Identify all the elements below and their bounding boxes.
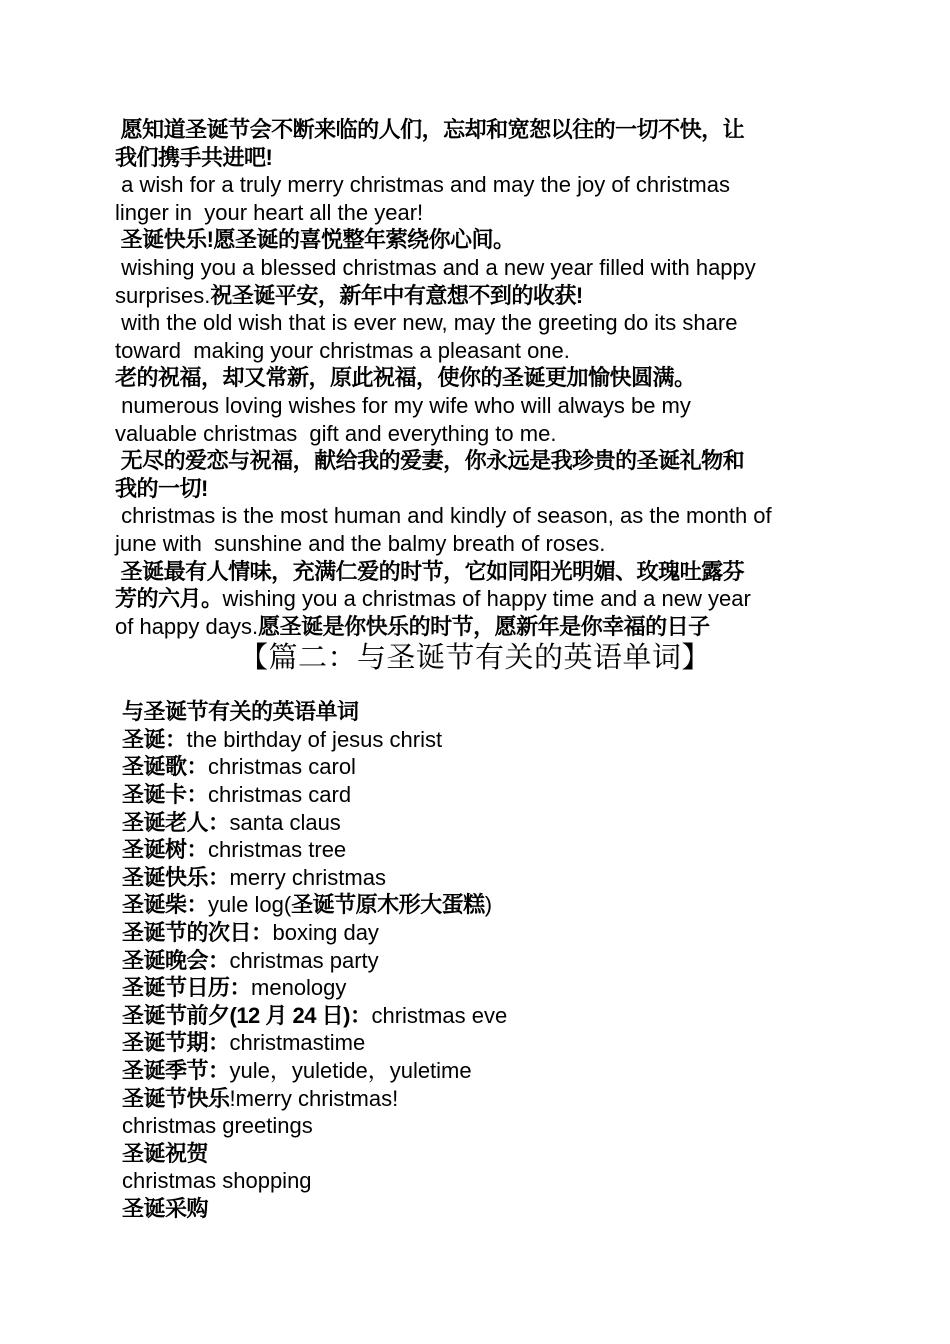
text-line xyxy=(115,420,835,448)
vocab-item xyxy=(115,864,835,892)
text-line xyxy=(115,337,835,365)
vocab-term-en: boxing day xyxy=(272,920,379,946)
text-line xyxy=(115,613,835,641)
vocab-term-cn: 圣诞祝贺 xyxy=(122,1140,209,1166)
chinese-text: 愿圣诞是你快乐的时节，愿新年是你幸福的日子 xyxy=(258,613,710,639)
vocab-term-cn: 圣诞老人： xyxy=(122,809,230,835)
vocab-term-cn: 圣诞快乐： xyxy=(122,864,230,890)
english-text: linger in your heart all the year! xyxy=(115,199,424,225)
vocab-item xyxy=(115,753,835,781)
text-line xyxy=(115,530,835,558)
vocab-term-en: christmas card xyxy=(208,782,352,808)
vocab-term-en: yule，yuletide，yuletime xyxy=(229,1058,472,1083)
vocab-term-cn-day: 24 xyxy=(292,1002,317,1028)
english-text: a wish for a truly merry christmas and may the joy of christmas xyxy=(115,172,730,198)
vocab-item xyxy=(115,974,835,1002)
vocab-term-en: christmas tree xyxy=(208,837,347,863)
english-text: valuable christmas gift and everything to me. xyxy=(115,420,557,446)
vocab-term-cn: 圣诞节日历： xyxy=(122,975,252,1001)
english-text: wishing you a blessed christmas and a new year filled with happy xyxy=(115,254,756,280)
text-line xyxy=(115,475,835,503)
chinese-text: 我们携手共进吧! xyxy=(115,144,273,170)
vocab-term-cn-month: 月 xyxy=(259,1002,293,1028)
vocab-term-en: the birthday of jesus christ xyxy=(186,726,443,752)
vocab-item xyxy=(115,947,835,975)
vocab-term-cn-note: 圣诞节原木形大蛋糕 xyxy=(291,892,485,918)
vocab-term-cn-suffix: 日)： xyxy=(316,1002,372,1028)
text-line xyxy=(115,364,835,392)
vocab-item xyxy=(115,836,835,864)
vocab-item xyxy=(115,726,835,754)
text-line xyxy=(115,199,835,227)
vocab-term-en: menology xyxy=(251,975,347,1001)
chinese-text: 圣诞快乐!愿圣诞的喜悦整年萦绕你心间。 xyxy=(115,227,515,253)
chinese-text: 芳的六月。 xyxy=(115,586,223,612)
english-text: toward making your christmas a pleasant one. xyxy=(115,337,570,363)
vocab-term-en: !merry christmas! xyxy=(229,1085,399,1111)
chinese-text: 祝圣诞平安，新年中有意想不到的收获! xyxy=(210,282,583,308)
vocab-item xyxy=(115,1195,835,1223)
vocab-term-en: christmas eve xyxy=(371,1002,508,1028)
vocab-item xyxy=(115,1085,835,1113)
chinese-text: 愿知道圣诞节会不断来临的人们，忘却和宽恕以往的一切不快，让 xyxy=(115,117,745,142)
vocab-term-cn: 圣诞树： xyxy=(122,837,209,863)
vocab-item xyxy=(115,1167,835,1195)
text-line xyxy=(115,144,835,172)
english-text: june with sunshine and the balmy breath of roses. xyxy=(115,530,606,556)
vocab-term-cn: 圣诞节前夕(12 xyxy=(122,1002,260,1028)
text-line xyxy=(115,282,835,310)
text-line xyxy=(115,585,835,613)
vocab-item xyxy=(115,781,835,809)
vocab-title xyxy=(115,698,835,726)
vocab-item xyxy=(115,1029,835,1057)
vocab-term-en: christmas party xyxy=(229,947,379,973)
vocab-item xyxy=(115,809,835,837)
chinese-text: 无尽的爱恋与祝福，献给我的爱妻，你永远是我珍贵的圣诞礼物和 xyxy=(115,448,745,474)
chinese-text: 老的祝福，却又常新，原此祝福，使你的圣诞更加愉快圆满。 xyxy=(115,365,696,391)
text-line xyxy=(115,171,835,199)
vocab-term-cn: 圣诞卡： xyxy=(122,782,209,808)
english-text: numerous loving wishes for my wife who will always be my xyxy=(115,392,691,418)
text-line xyxy=(115,502,835,530)
vocab-term-cn: 圣诞： xyxy=(122,726,187,752)
vocab-term-en: christmas shopping xyxy=(122,1168,312,1194)
text-line xyxy=(115,116,835,144)
chinese-text: 圣诞最有人情味，充满仁爱的时节，它如同阳光明媚、玫瑰吐露芬 xyxy=(115,558,745,584)
english-text: christmas is the most human and kindly of season, as the month of xyxy=(115,503,772,529)
vocab-item xyxy=(115,891,835,919)
vocab-list xyxy=(115,698,835,1222)
section-heading: 【篇二：与圣诞节有关的英语单词】 xyxy=(238,642,711,675)
vocab-term-cn: 圣诞晚会： xyxy=(122,947,230,973)
vocab-term-en: santa claus xyxy=(229,809,341,835)
text-line xyxy=(115,309,835,337)
vocab-term-cn: 圣诞季节： xyxy=(122,1058,230,1083)
english-text: of happy days. xyxy=(115,613,259,639)
vocab-term-en: christmas greetings xyxy=(122,1113,313,1139)
vocab-term-cn: 圣诞节快乐 xyxy=(122,1085,230,1111)
document-page xyxy=(115,116,835,1223)
english-text: surprises. xyxy=(115,282,211,308)
vocab-item xyxy=(115,1057,835,1085)
text-line xyxy=(115,392,835,420)
vocab-term-cn: 圣诞柴： xyxy=(122,892,209,918)
vocab-term-en: merry christmas xyxy=(229,864,386,890)
vocab-term-en: yule log( xyxy=(208,892,292,918)
vocab-term-en: christmas carol xyxy=(208,754,356,780)
vocab-term-cn: 圣诞节的次日： xyxy=(122,920,273,946)
text-line xyxy=(115,558,835,586)
vocab-item xyxy=(115,1140,835,1168)
vocab-term-en-close: ) xyxy=(484,892,493,918)
vocab-title-text: 与圣诞节有关的英语单词 xyxy=(122,699,359,725)
vocab-term-cn: 圣诞节期： xyxy=(122,1030,230,1056)
vocab-item xyxy=(115,919,835,947)
text-line xyxy=(115,447,835,475)
vocab-term-cn: 圣诞采购 xyxy=(122,1195,209,1221)
greetings-section xyxy=(115,116,835,640)
text-line xyxy=(115,226,835,254)
vocab-term-cn: 圣诞歌： xyxy=(122,754,209,780)
chinese-text: 我的一切! xyxy=(115,475,208,501)
english-text: wishing you a christmas of happy time and a new year xyxy=(222,586,751,612)
text-line xyxy=(115,254,835,282)
vocab-item xyxy=(115,1002,835,1030)
vocab-item xyxy=(115,1112,835,1140)
vocab-term-en: christmastime xyxy=(229,1030,366,1056)
english-text: with the old wish that is ever new, may the greeting do its share xyxy=(115,310,738,336)
